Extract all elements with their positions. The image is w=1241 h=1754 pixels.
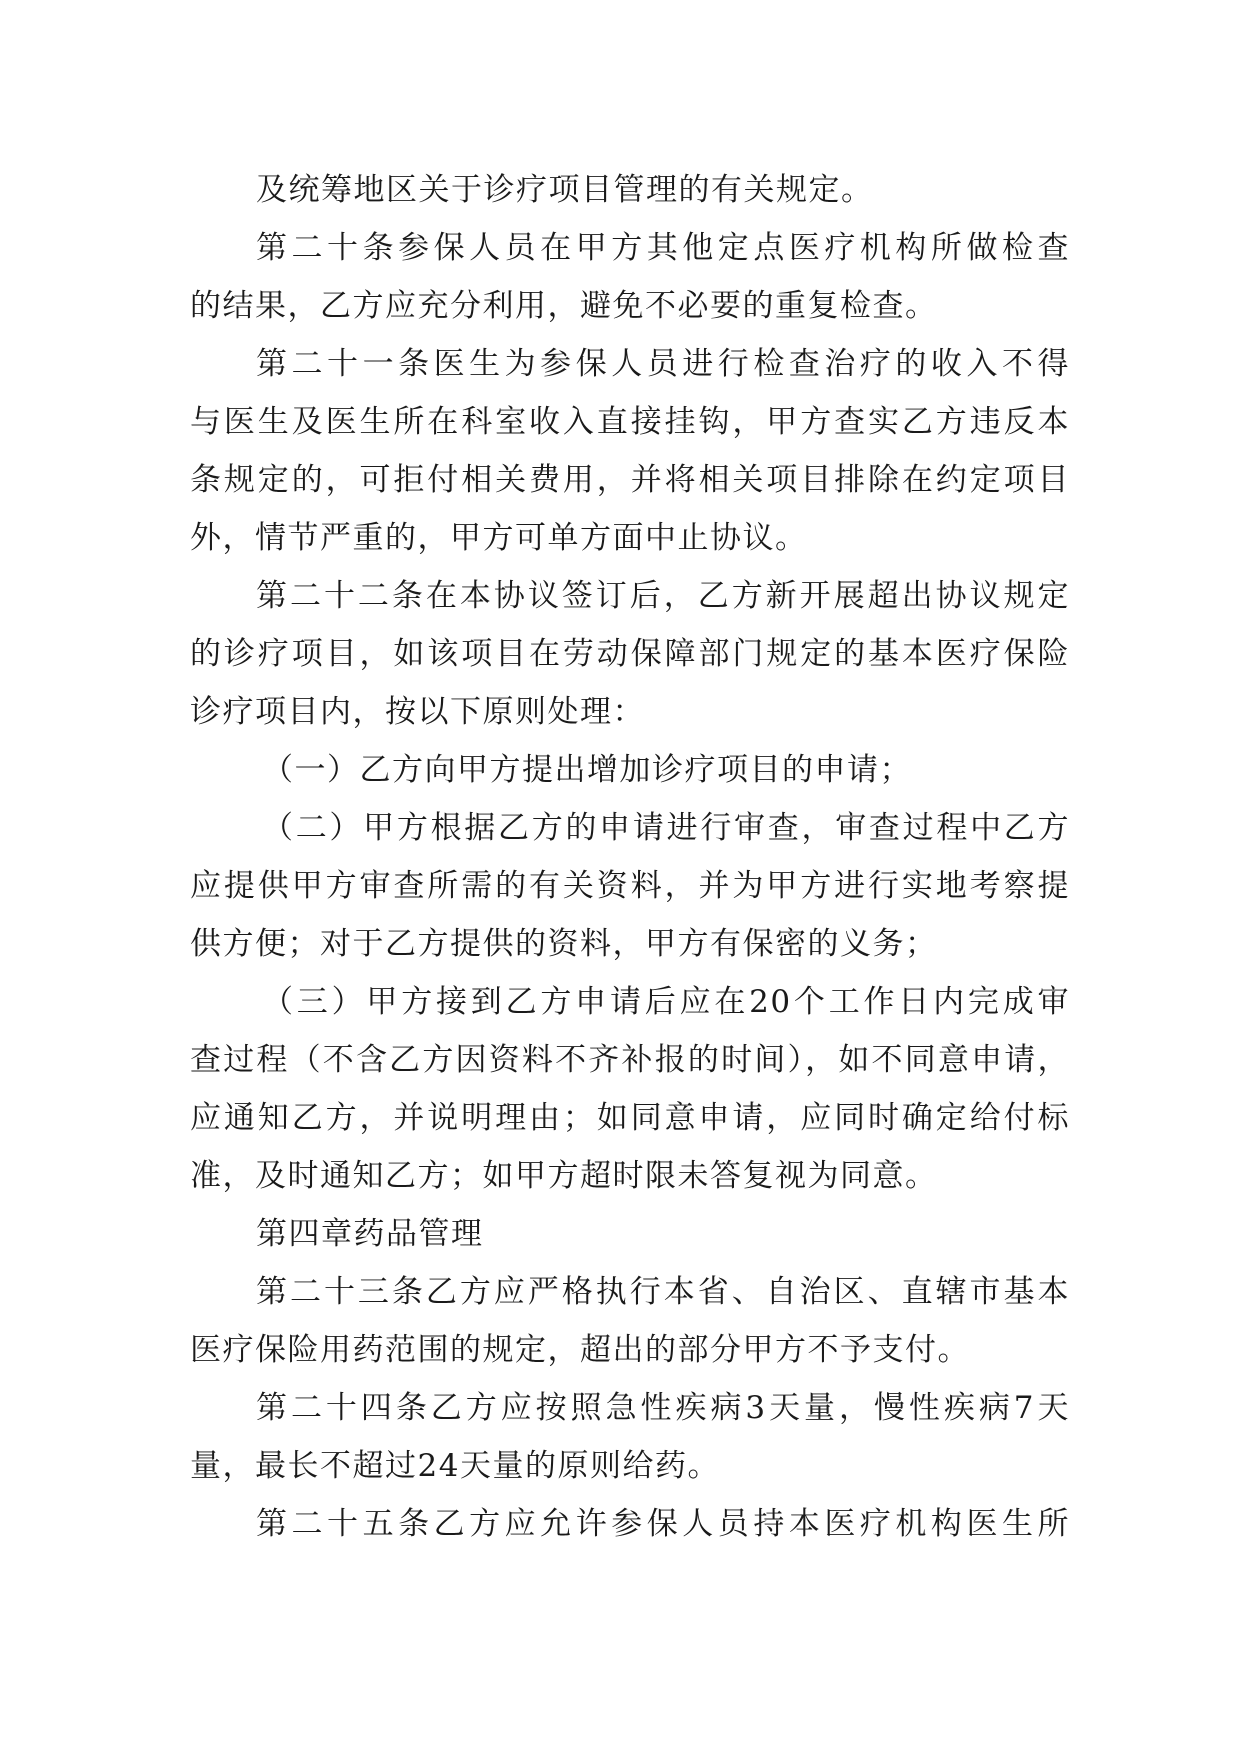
paragraph-item-3 <box>190 973 1070 1205</box>
paragraph-item-1 <box>190 741 1070 799</box>
text-line: 医疗保险用药范围的规定，超出的部分甲方不予支付。 <box>190 1332 970 1368</box>
paragraph-article-23 <box>190 1263 1070 1379</box>
paragraph-article-25 <box>190 1495 1070 1553</box>
text-line: 诊疗项目内，按以下原则处理： <box>190 694 645 730</box>
text-line: 供方便；对于乙方提供的资料，甲方有保密的义务； <box>190 926 938 962</box>
text-line: 第二十四条乙方应按照急性疾病3天量，慢性疾病7天 <box>256 1390 1070 1426</box>
document-body <box>190 161 1070 1553</box>
chapter-heading <box>190 1205 1070 1263</box>
paragraph-item-2 <box>190 799 1070 973</box>
paragraph-continued-article-19 <box>190 161 1070 219</box>
text-line: 应通知乙方，并说明理由；如同意申请，应同时确定给付标 <box>190 1100 1070 1136</box>
paragraph-article-24 <box>190 1379 1070 1495</box>
text-line: 条规定的，可拒付相关费用，并将相关项目排除在约定项目 <box>190 462 1070 498</box>
text-line: （一）乙方向甲方提出增加诊疗项目的申请； <box>262 752 912 788</box>
text-line: 第二十一条医生为参保人员进行检查治疗的收入不得 <box>256 346 1070 382</box>
text-line: （二）甲方根据乙方的申请进行审查，审查过程中乙方 <box>262 810 1070 846</box>
text-line: 与医生及医生所在科室收入直接挂钩，甲方查实乙方违反本 <box>190 404 1070 440</box>
text-line: （三）甲方接到乙方申请后应在20个工作日内完成审 <box>262 984 1070 1020</box>
text-line: 外，情节严重的，甲方可单方面中止协议。 <box>190 520 808 556</box>
text-line: 第二十二条在本协议签订后，乙方新开展超出协议规定 <box>256 578 1070 614</box>
text-line: 量，最长不超过24天量的原则给药。 <box>190 1448 720 1484</box>
text-line: 的诊疗项目，如该项目在劳动保障部门规定的基本医疗保险 <box>190 636 1070 672</box>
paragraph-article-21 <box>190 335 1070 567</box>
text-line: 及统筹地区关于诊疗项目管理的有关规定。 <box>256 172 874 208</box>
paragraph-article-20 <box>190 219 1070 335</box>
paragraph-article-22 <box>190 567 1070 741</box>
text-line: 应提供甲方审查所需的有关资料，并为甲方进行实地考察提 <box>190 868 1070 904</box>
text-line: 第二十条参保人员在甲方其他定点医疗机构所做检查 <box>256 230 1070 266</box>
text-line: 准，及时通知乙方；如甲方超时限未答复视为同意。 <box>190 1158 938 1194</box>
text-line: 第二十三条乙方应严格执行本省、自治区、直辖市基本 <box>256 1274 1070 1310</box>
text-line: 的结果，乙方应充分利用，避免不必要的重复检查。 <box>190 288 938 324</box>
text-line: 查过程（不含乙方因资料不齐补报的时间），如不同意申请， <box>190 1042 1070 1078</box>
text-line: 第二十五条乙方应允许参保人员持本医疗机构医生所 <box>256 1506 1070 1542</box>
text-line: 第四章药品管理 <box>256 1216 484 1252</box>
